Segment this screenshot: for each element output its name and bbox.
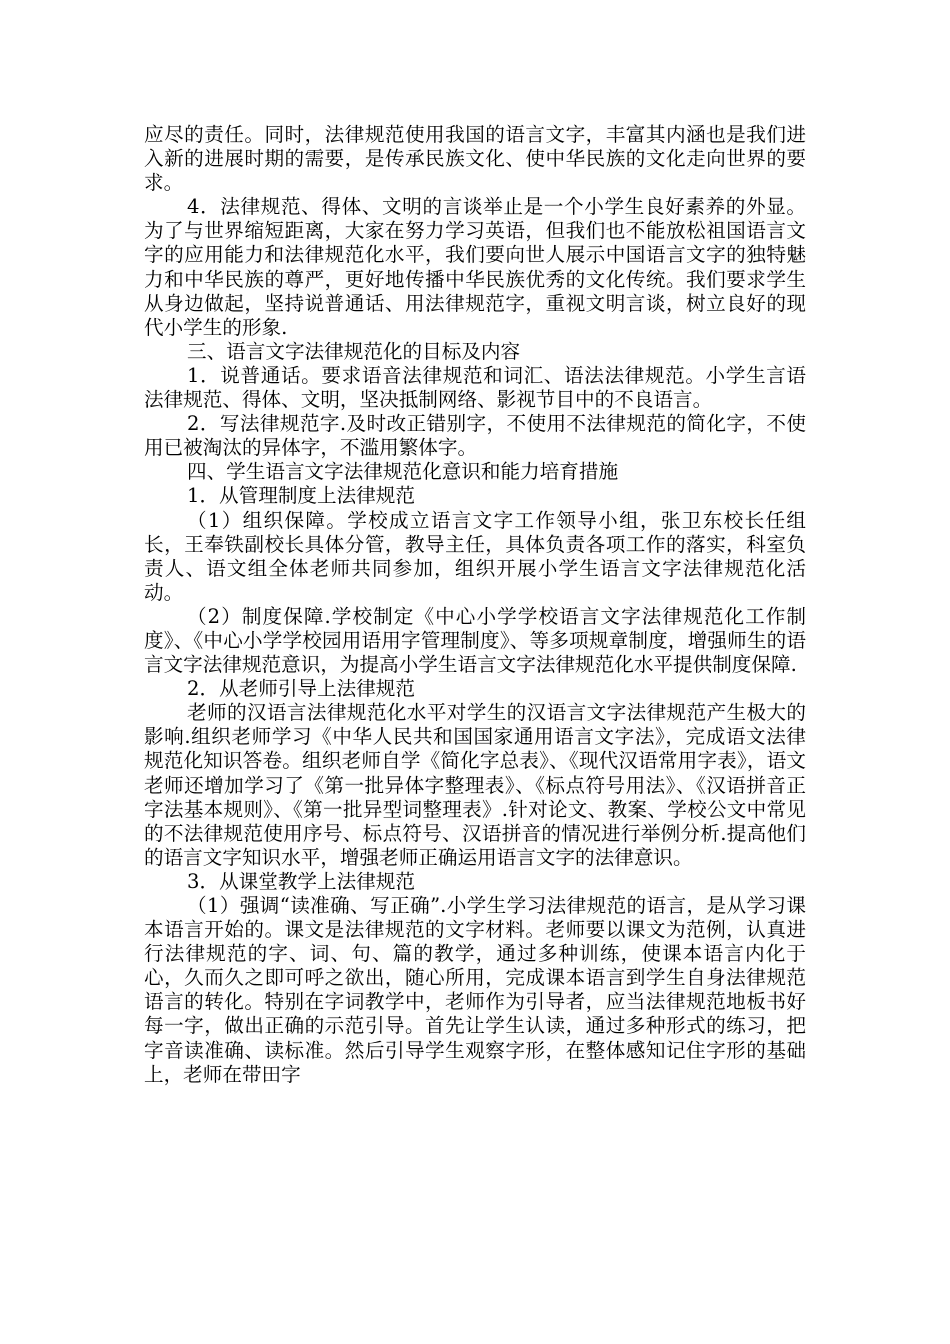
paragraph-item-4: 4．法律规范、得体、文明的言谈举止是一个小学生良好素养的外显。为了与世界缩短距离，大家在努力学习英语，但我们也不能放松祖国语言文字的应用能力和法律规范化水平，我们要向世人展示中国语言文字的独特魅力和中华民族的尊严，更好地传播中华民族优秀的文化传统。我们要求学生从身边做起，坚持说普通话、用法律规范字，重视文明言谈，树立良好的现代小学生的形象. bbox=[144, 195, 806, 339]
document-body bbox=[144, 123, 806, 1087]
paragraph-classroom: （1）强调“读准确、写正确”.小学生学习法律规范的语言，是从学习课本语言开始的。课文是法律规范的文字材料。老师要以课文为范例，认真进行法律规范的字、词、句、篇的教学，通过多种训练，使课本语言内化于心，久而久之即可呼之欲出，随心所用，完成课本语言到学生自身法律规范语言的转化。特别在字词教学中，老师作为引导者，应当法律规范地板书好每一字，做出正确的示范引导。首先让学生认读，通过多种形式的练习，把字音读准确、读标准。然后引导学生观察字形，在整体感知记住字形的基础上，老师在带田字 bbox=[144, 894, 806, 1086]
subheading-classroom: 3．从课堂教学上法律规范 bbox=[187, 869, 415, 893]
section-heading-4: 四、学生语言文字法律规范化意识和能力培育措施 bbox=[187, 460, 619, 484]
paragraph-organization: （1）组织保障。学校成立语言文字工作领导小组，张卫东校长任组长，王奉铁副校长具体分管，教导主任，具体负责各项工作的落实，科室负责人、语文组全体老师共同参加，组织开展小学生语言文字法律规范化活动。 bbox=[144, 508, 806, 604]
paragraph-teacher: 老师的汉语言法律规范化水平对学生的汉语言文字法律规范产生极大的影响.组织老师学习《中华人民共和国国家通用语言文字法》，完成语文法律规范化知识答卷。组织老师自学《简化字总表》、《现代汉语常用字表》，语文老师还增加学习了《第一批异体字整理表》、《标点符号用法》、《汉语拼音正字法基本规则》、《第一批异型词整理表》.针对论文、教案、学校公文中常见的不法律规范使用序号、标点符号、汉语拼音的情况进行举例分析.提高他们的语言文字知识水平，增强老师正确运用语言文字的法律意识。 bbox=[144, 701, 806, 869]
section-heading-3: 三、语言文字法律规范化的目标及内容 bbox=[187, 339, 521, 363]
subheading-management: 1．从管理制度上法律规范 bbox=[187, 484, 415, 508]
paragraph-continuation: 应尽的责任。同时，法律规范使用我国的语言文字，丰富其内涵也是我们进入新的进展时期的需要，是传承民族文化、使中华民族的文化走向世界的要求。 bbox=[144, 123, 806, 195]
paragraph-system: （2）制度保障.学校制定《中心小学学校语言文字法律规范化工作制度》、《中心小学学校园用语用字管理制度》、等多项规章制度，增强师生的语言文字法律规范意识，为提高小学生语言文字法律规范化水平提供制度保障. bbox=[144, 604, 806, 677]
subheading-teacher: 2．从老师引导上法律规范 bbox=[187, 677, 415, 701]
paragraph-goal-2: 2．写法律规范字.及时改正错别字，不使用不法律规范的简化字，不使用已被淘汰的异体字，不滥用繁体字。 bbox=[144, 412, 806, 460]
paragraph-goal-1: 1．说普通话。要求语音法律规范和词汇、语法法律规范。小学生言语法律规范、得体、文明，坚决抵制网络、影视节目中的不良语言。 bbox=[144, 363, 806, 412]
